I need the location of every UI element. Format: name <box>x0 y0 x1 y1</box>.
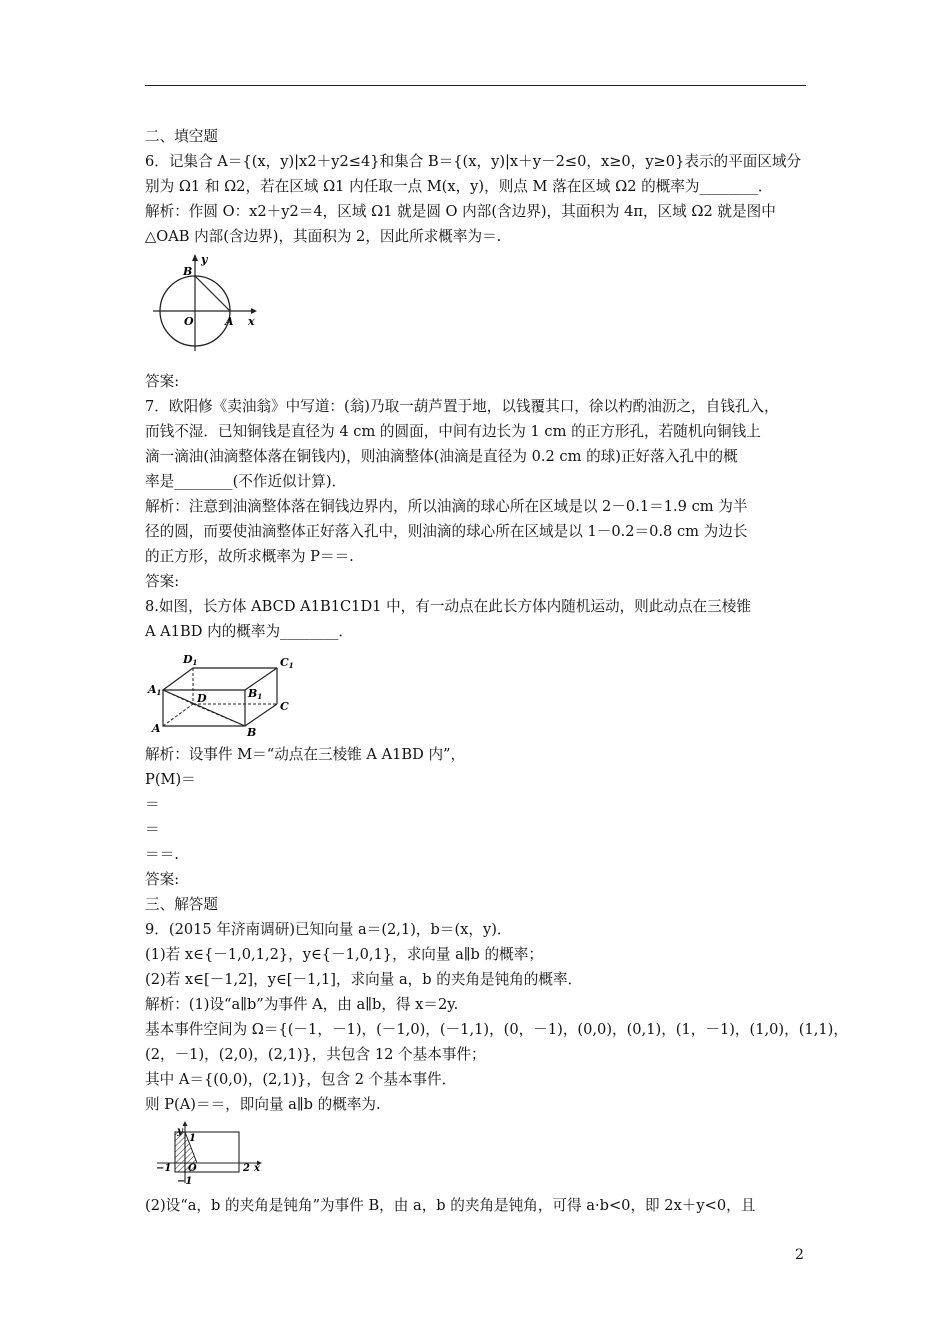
text-line: 径的圆，而要使油滴整体正好落入孔中，则油滴的球心所在区域是以 1－0.2＝0.8 cm 为边长 <box>145 523 748 540</box>
text-line: 而钱不湿．已知铜钱是直径为 4 cm 的圆面，中间有边长为 1 cm 的正方形孔，若随机向铜钱上 <box>145 423 761 440</box>
text-line: P(M)＝ <box>145 771 196 788</box>
text-line: ＝ <box>145 796 160 813</box>
answer-label: 答案: <box>145 573 180 590</box>
header-rule <box>145 85 806 86</box>
fig2-c1-label: C1 <box>280 656 294 670</box>
fig1-o-label: O <box>184 315 194 328</box>
fig2-b1-label: B1 <box>248 687 263 701</box>
fig2-b-label: B <box>247 726 257 738</box>
text-line: 其中 A＝{(0,0)，(2,1)}，包含 2 个基本事件． <box>145 1071 457 1088</box>
section-heading: 二、填空题 <box>145 128 218 145</box>
fig3-one-label: 1 <box>189 1133 196 1144</box>
fig3-y-label: y <box>177 1126 183 1137</box>
fig2-d1-label: D1 <box>183 653 198 667</box>
circle-figure <box>151 253 261 353</box>
text-line: (1)若 x∈{－1,0,1,2}，y∈{－1,0,1}，求向量 a∥b 的概率； <box>145 946 543 963</box>
text-line: △OAB 内部(含边界)，其面积为 2，因此所求概率为＝. <box>145 228 502 245</box>
text-line: 别为 Ω1 和 Ω2，若在区域 Ω1 内任取一点 M(x，y)，则点 M 落在区域 Ω2 的概率为________． <box>145 178 773 195</box>
fig2-a-label: A <box>152 722 161 735</box>
text-line: 6．记集合 A＝{(x，y)|x2＋y2≤4}和集合 B＝{(x，y)|x＋y－2≤0，x≥0，y≥0}表示的平面区域分 <box>145 153 802 170</box>
fig3-x-label: x <box>254 1163 260 1174</box>
fig1-y-label: y <box>201 253 208 266</box>
answer-label: 答案: <box>145 373 180 390</box>
fig1-a-label: A <box>225 315 234 328</box>
text-line: 8.如图，长方体 ABCD A1B1C1D1 中，有一动点在此长方体内随机运动，则此动点在三棱锥 <box>145 598 751 615</box>
answer-label: 答案: <box>145 871 180 888</box>
text-line: 解析：(1)设“a∥b”为事件 A，由 a∥b，得 x＝2y. <box>145 996 459 1013</box>
section-heading: 三、解答题 <box>145 896 218 913</box>
fig3-neg-one-y-label: −1 <box>177 1176 193 1187</box>
text-line: 滴一滴油(油滴整体落在铜钱内)，则油滴整体(油滴是直径为 0.2 cm 的球)正好落入孔中的概 <box>145 448 738 465</box>
cuboid-figure <box>147 648 307 738</box>
fig2-c-label: C <box>280 700 289 713</box>
text-line: A A1BD 内的概率为________． <box>145 623 354 640</box>
fig2-a1-label: A1 <box>148 683 162 697</box>
fig3-two-label: 2 <box>243 1163 250 1174</box>
text-line: 解析：设事件 M＝“动点在三棱锥 A A1BD 内”， <box>145 746 466 763</box>
text-line: 解析：作圆 O：x2＋y2＝4，区域 Ω1 就是圆 O 内部(含边界)，其面积为 4π，区域 Ω2 就是图中 <box>145 203 776 220</box>
text-line: 9．(2015 年济南调研)已知向量 a＝(2,1)，b＝(x，y)． <box>145 921 512 938</box>
fig3-neg-one-x-label: −1 <box>156 1163 172 1174</box>
text-line: 率是________(不作近似计算)． <box>145 473 347 490</box>
document-body <box>145 124 848 1218</box>
text-line: 基本事件空间为 Ω＝{(－1，－1)，(－1,0)，(－1,1)，(0，－1)，(0,0)，(0,1)，(1，－1)，(1,0)，(1,1)， <box>145 1021 848 1038</box>
fig1-b-label: B <box>183 265 193 278</box>
text-line: 解析：注意到油滴整体落在铜钱边界内，所以油滴的球心所在区域是以 2－0.1＝1.9 cm 为半 <box>145 498 748 515</box>
region-figure <box>155 1121 275 1191</box>
fig3-o-label: O <box>188 1163 197 1174</box>
fig2-d-label: D <box>197 692 207 705</box>
text-line: 则 P(A)＝＝，即向量 a∥b 的概率为. <box>145 1096 381 1113</box>
page-number: 2 <box>795 1247 804 1263</box>
fig1-x-label: x <box>248 315 255 328</box>
text-line: ＝ <box>145 821 160 838</box>
text-line: 7．欧阳修《卖油翁》中写道：(翁)乃取一葫芦置于地，以钱覆其口，徐以杓酌油沥之，自钱孔入， <box>145 398 779 415</box>
text-line: (2，－1)，(2,0)，(2,1)}，共包含 12 个基本事件； <box>145 1046 486 1063</box>
text-line: ＝＝. <box>145 846 179 863</box>
text-line: (2)若 x∈[－1,2]，y∈[－1,1]，求向量 a，b 的夹角是钝角的概率． <box>145 971 583 988</box>
text-line: (2)设“a，b 的夹角是钝角”为事件 B，由 a，b 的夹角是钝角，可得 a·b<0，即 2x＋y<0，且 <box>145 1197 756 1214</box>
text-line: 的正方形，故所求概率为 P＝＝. <box>145 548 354 565</box>
